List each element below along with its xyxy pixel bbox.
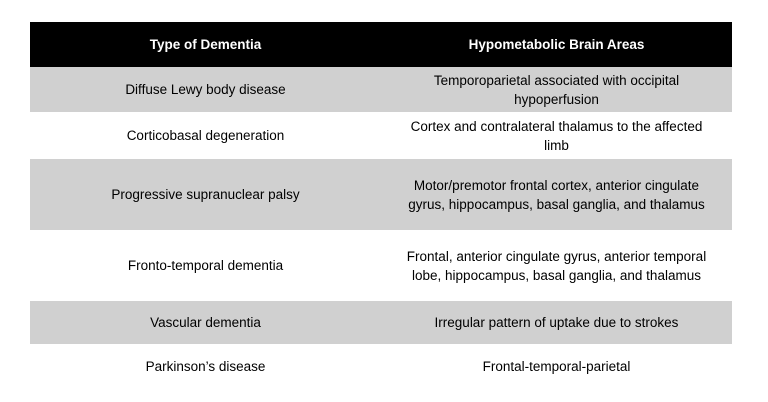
table-header-row [30,22,732,67]
dementia-type-cell: Corticobasal degeneration [126,128,285,143]
dementia-type-cell: Parkinson’s disease [145,358,266,374]
brain-areas-cell: Cortex and contralateral thalamus to the affected limb [410,118,703,153]
table-row [30,159,732,230]
table-row [30,112,732,159]
brain-areas-cell: Irregular pattern of uptake due to strokes [434,315,679,330]
dementia-type-cell: Vascular dementia [150,315,261,330]
table-row [30,301,732,344]
brain-areas-cell: Frontal, anterior cingulate gyrus, anterior temporal lobe, hippocampus, basal ganglia, and thalamus [406,248,707,283]
table-row [30,230,732,301]
header-type-of-dementia: Type of Dementia [149,37,262,52]
header-hypometabolic-brain-areas: Hypometabolic Brain Areas [468,37,645,52]
dementia-type-cell: Progressive supranuclear palsy [111,187,300,202]
dementia-table [30,22,732,388]
table-row [30,67,732,112]
brain-areas-cell: Frontal-temporal-parietal [482,358,631,374]
brain-areas-cell: Temporoparietal associated with occipital hypoperfusion [433,72,680,107]
dementia-type-cell: Diffuse Lewy body disease [125,82,286,97]
dementia-type-cell: Fronto-temporal dementia [127,258,284,273]
brain-areas-cell: Motor/premotor frontal cortex, anterior cingulate gyrus, hippocampus, basal ganglia, and thalamus [408,177,705,212]
table-row [30,344,732,388]
